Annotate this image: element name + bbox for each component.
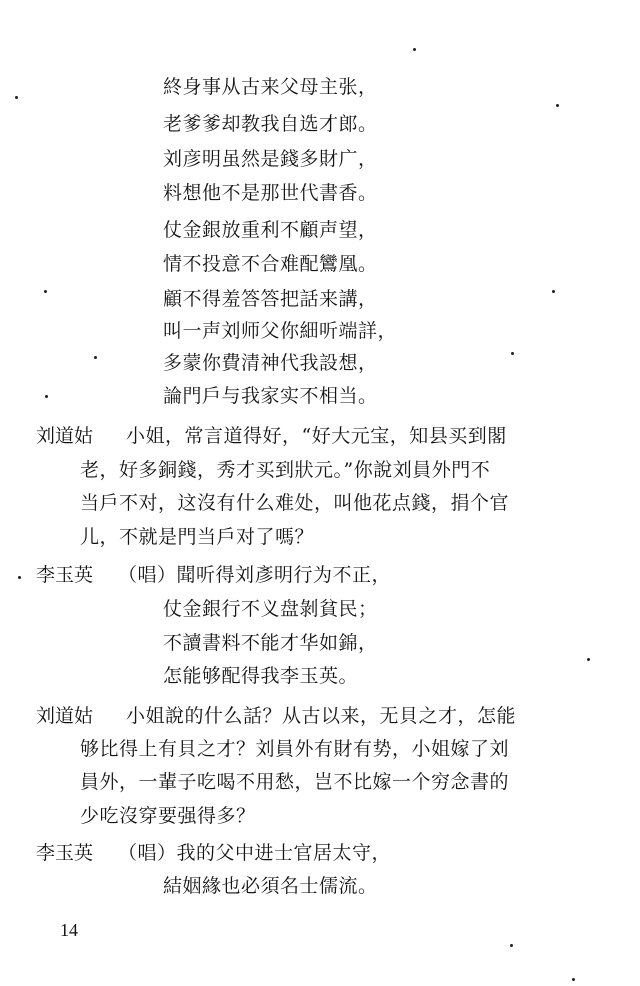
verse-line: 情不投意不合难配鸞凰。 [163,253,378,275]
verse-line: 顧不得羞答答把話来講， [163,288,378,310]
verse-line: 仗金銀放重利不顧声望， [163,219,378,241]
speaker-name: 刘道姑 [36,705,94,727]
sung-line: 不讀書料不能才华如錦， [163,632,378,654]
sung-line: （唱）我的父中进士官居太守， [118,842,392,864]
verse-line: 料想他不是那世代書香。 [163,182,378,204]
verse-line: 叫一声刘师父你細听端詳， [163,320,398,342]
sung-line: 怎能够配得我李玉英。 [163,665,359,687]
verse-line: 多蒙你費清神代我設想， [163,352,378,374]
speaker-name: 刘道姑 [36,425,94,447]
dialogue-line: 够比得上有貝之才？刘員外有財有势，小姐嫁了刘 [80,738,510,760]
dialogue-line: 小姐說的什么話？从古以来，无貝之才，怎能 [126,705,517,727]
scan-speck [44,290,47,293]
dialogue-line: 少吃沒穿要强得多？ [80,805,256,827]
verse-line: 老爹爹却教我自选才郎。 [163,113,378,135]
verse-line: 終身事从古来父母主张， [163,76,378,98]
scan-speck [511,352,514,355]
scan-speck [15,96,18,99]
dialogue-line: 員外，一輩子吃喝不用愁，岂不比嫁一个穷念書的 [80,771,510,793]
scan-speck [552,290,555,293]
sung-line: 仗金銀行不义盘剝貧民； [163,598,378,620]
speaker-name: 李玉英 [36,564,94,586]
sung-line: （唱）聞听得刘彥明行为不正， [118,564,392,586]
dialogue-line: 儿，不就是門当戶对了嗎？ [80,526,315,548]
verse-line: 刘彦明虽然是錢多財广， [163,148,378,170]
sung-line: 結姻緣也必須名士儒流。 [163,875,378,897]
scan-speck [413,48,416,51]
scan-speck [587,658,590,661]
scan-speck [510,944,513,947]
scan-speck [18,576,21,579]
scan-speck [45,395,48,398]
scan-speck [572,978,575,981]
page-number: 14 [60,920,78,940]
dialogue-line: 老，好多銅錢，秀才买到狀元。”你說刘員外門不 [80,459,491,481]
speaker-name: 李玉英 [36,842,94,864]
scan-speck [94,356,97,359]
dialogue-line: 当戶不对，这沒有什么难处，叫他花点錢，捐个官 [80,492,510,514]
dialogue-line: 小姐，常言道得好，“好大元宝，知县买到閣 [126,425,507,447]
verse-line: 論門戶与我家实不相当。 [163,385,378,407]
scan-speck [556,104,559,107]
